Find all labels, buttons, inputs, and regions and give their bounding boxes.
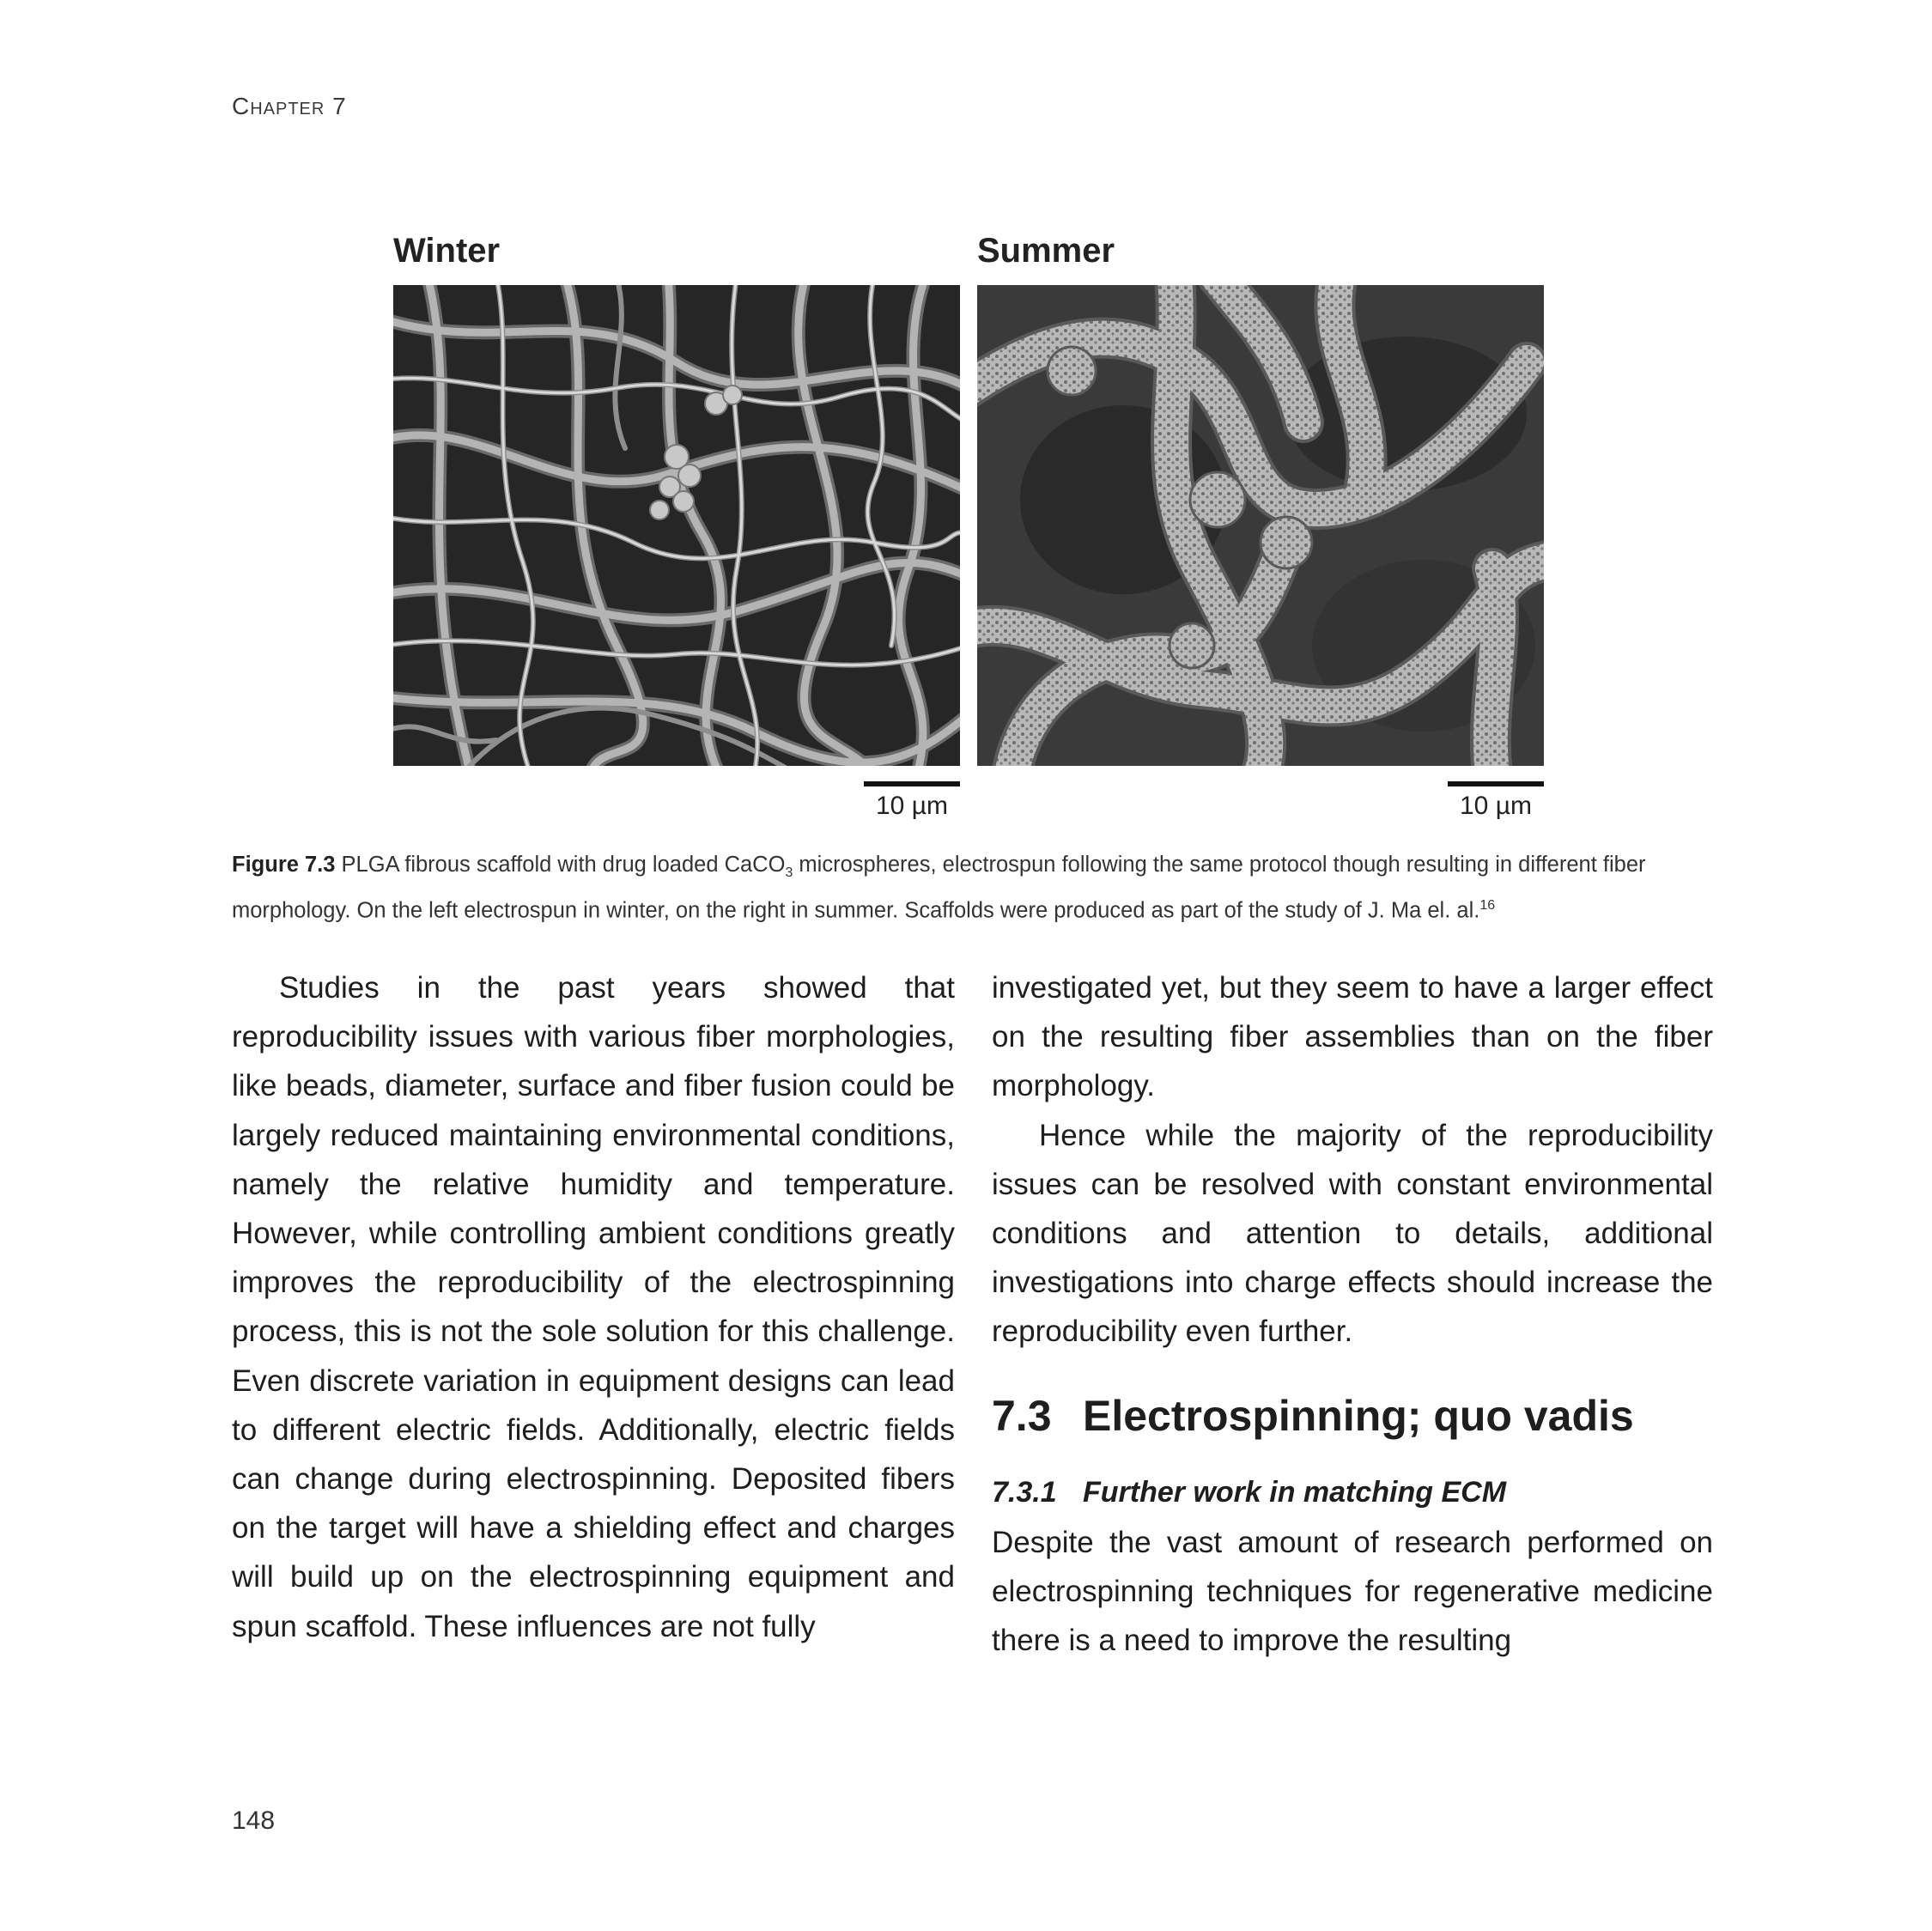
sem-image-winter <box>393 285 960 766</box>
body-paragraph: Studies in the past years showed that reproducibility issues with various fiber morphologies, like beads, diameter, surface and fiber fusion could be largely reduced maintaining environmental conditions, namely the relative humidity and temperature. However, while controlling ambient conditions greatly improves the reproducibility of the electrospinning process, this is not the sole solution for this challenge. Even discrete variation in equipment designs can lead to different electric fields. Additionally, electric fields can change during electrospinning. Deposited fibers on the target will have a shielding effect and charges will build up on the electrospinning equipment and spun scaffold. These influences are not fully <box>232 971 955 1643</box>
page-number: 148 <box>232 1807 276 1835</box>
sem-image-summer <box>977 285 1544 766</box>
scale-bar-label: 10 µm <box>1460 792 1532 820</box>
figure-caption <box>232 848 1713 927</box>
winter-fiber-micrograph <box>393 285 960 766</box>
section-title: Electrospinning; quo vadis <box>1083 1391 1634 1440</box>
section-heading <box>992 1377 1713 1454</box>
scale-bar-summer <box>1448 781 1544 821</box>
running-head: Chapter 7 <box>232 93 347 119</box>
scale-bar-line <box>1448 781 1544 786</box>
caption-reference: 16 <box>1479 898 1496 914</box>
summer-fiber-micrograph <box>977 285 1544 766</box>
body-paragraph: investigated yet, but they seem to have a larger effect on the resulting fiber assemblies than on the fiber morphology. <box>992 971 1713 1103</box>
subsection-heading <box>992 1466 1713 1518</box>
caption-text-a: PLGA fibrous scaffold with drug loaded CaCO <box>335 853 786 877</box>
panel-label-winter: Winter <box>393 232 501 270</box>
figure <box>393 232 1544 824</box>
subsection-title: Further work in matching ECM <box>1083 1475 1507 1509</box>
caption-text-b: microspheres, electrospun following the same protocol though resulting in different fiber morphology. On the left electrospun in winter, on the right in summer. Scaffolds were produced as part of the study of J. Ma el. al. <box>232 853 1646 923</box>
body-paragraph: Hence while the majority of the reproducibility issues can be resolved with constant environmental conditions and attention to details, additional investigations into charge effects should increase the reproducibility even further. <box>992 1118 1713 1349</box>
left-column <box>232 963 955 1651</box>
scale-bar-label: 10 µm <box>876 792 948 820</box>
panel-label-summer: Summer <box>977 232 1115 270</box>
right-column <box>992 963 1713 1665</box>
subsection-number: 7.3.1 <box>992 1475 1057 1509</box>
body-paragraph: Despite the vast amount of research performed on electrospinning techniques for regenerative medicine there is a need to improve the resulting <box>992 1525 1713 1658</box>
scale-bar-line <box>864 781 960 786</box>
figure-label: Figure 7.3 <box>232 853 336 877</box>
scale-bar-winter <box>864 781 960 821</box>
section-number: 7.3 <box>992 1391 1052 1440</box>
caption-subscript: 3 <box>785 865 793 881</box>
